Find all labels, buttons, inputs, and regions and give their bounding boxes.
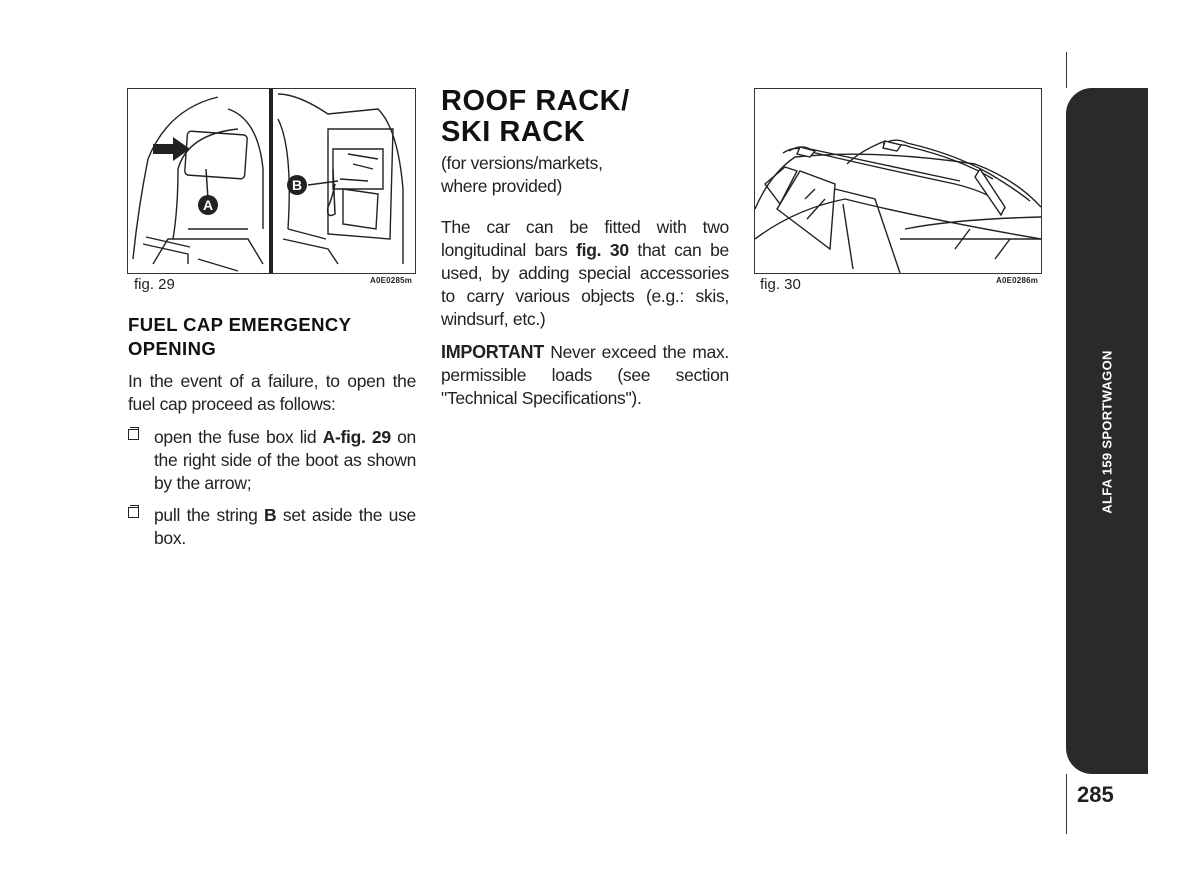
checkbox-bullet-icon (128, 429, 139, 440)
fig-29-image (127, 88, 416, 274)
roof-rack-paragraph: The car can be fitted with two longitudinal bars fig. 30 that can be used, by adding special accessories to carry various objects (e.g.: skis, windsurf, etc.) (441, 217, 729, 329)
fig-30-caption: fig. 30 (760, 276, 801, 293)
page-number: 285 (1077, 782, 1114, 807)
fuel-cap-heading-line2: OPENING (128, 338, 217, 359)
roof-rack-section (441, 86, 729, 410)
tab-bottom-line (1066, 774, 1067, 834)
roof-rack-important: IMPORTANT Never exceed the max. permissible loads (see section "Technical Specifications"). (441, 342, 729, 408)
fig-29-illustration (128, 89, 415, 273)
fig-30-code: A0E0286m (996, 276, 1039, 285)
roof-rack-heading-line1: ROOF RACK/ (441, 85, 630, 117)
fuel-cap-section (128, 313, 416, 550)
fig-30-illustration (755, 89, 1041, 273)
roof-rack-note: (for versions/markets, where provided) (441, 153, 603, 196)
tab-top-line (1066, 52, 1067, 88)
side-tab-text: ALFA 159 SPORTWAGON (1099, 350, 1115, 514)
fuel-cap-intro: In the event of a failure, to open the fuel cap proceed as follows: (128, 371, 416, 414)
fuel-cap-heading-line1: FUEL CAP EMERGENCY (128, 314, 352, 335)
fuel-cap-step-2: pull the string B set aside the use box. (128, 504, 416, 550)
fig-29-code: A0E0285m (370, 276, 413, 285)
fig-29-marker-a: A (198, 195, 218, 215)
checkbox-bullet-icon (128, 507, 139, 518)
fig-29-caption: fig. 29 (134, 276, 175, 293)
roof-rack-heading-line2: SKI RACK (441, 116, 586, 148)
fuel-cap-step-1: open the fuse box lid A-fig. 29 on the right side of the boot as shown by the arrow; (128, 426, 416, 495)
fig-29-marker-b: B (287, 175, 307, 195)
fig-30-image (754, 88, 1042, 274)
